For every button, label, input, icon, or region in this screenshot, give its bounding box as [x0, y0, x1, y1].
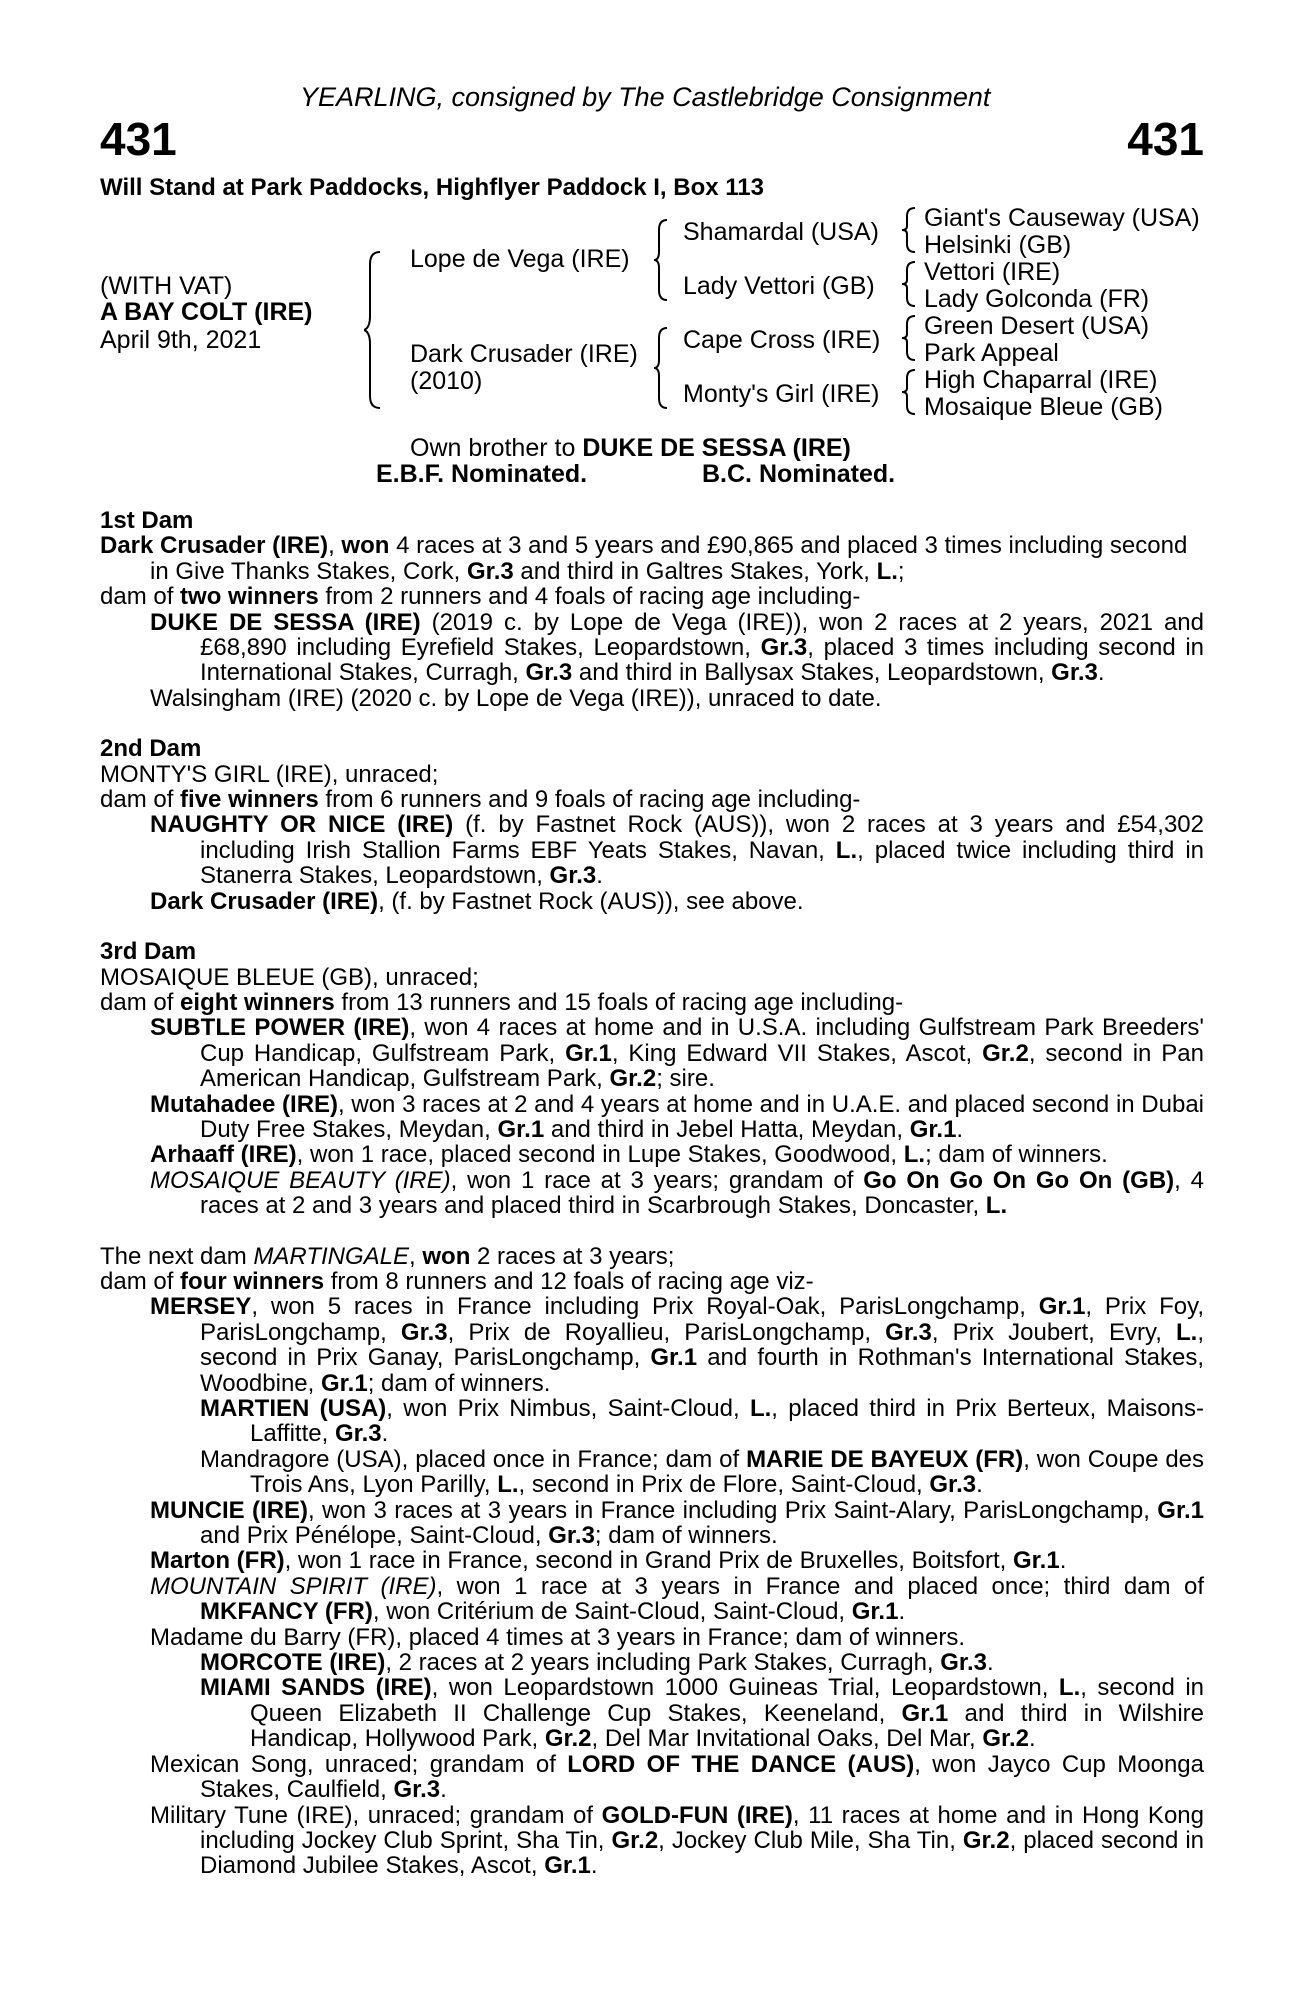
lot-number-left: 431 [100, 113, 177, 165]
next-dam-record: The next dam MARTINGALE, won 2 races at 3 years; [100, 1242, 675, 1270]
next-dam-produce-summary: dam of four winners from 8 runners and 12 foals of racing age viz- [100, 1267, 814, 1295]
produce-mutahadee: Mutahadee (IRE), won 3 races at 2 and 4 years at home and in U.A.E. and placed second in Dubai Duty Free Stakes, Meydan, Gr.1 and third in Jebel Hatta, Meydan, Gr.1. [150, 1090, 1204, 1143]
produce-mandragore: Mandragore (USA), placed once in France; dam of MARIE DE BAYEUX (FR), won Coupe des Trois Ans, Lyon Parilly, L., second in Prix de Flore, Saint-Cloud, Gr.3. [200, 1445, 1205, 1499]
sire-name: Lope de Vega (IRE) [410, 245, 630, 273]
dam-sire-dam: Park Appeal [924, 339, 1059, 367]
dam-name: Dark Crusader (IRE) [410, 340, 638, 368]
sire-sire-dam: Helsinki (GB) [924, 231, 1072, 259]
first-dam-heading: 1st Dam [100, 507, 194, 534]
pedigree-brace-ss [902, 206, 918, 254]
produce-dark-crusader: Dark Crusader (IRE), (f. by Fastnet Rock (AUS)), see above. [150, 887, 804, 915]
produce-naughty-or-nice: NAUGHTY OR NICE (IRE) (f. by Fastnet Rock (AUS)), won 2 races at 3 years and £54,302 including Irish Stallion Farms EBF Yeats Stakes, Navan, L., placed twice including third in Stanerra Stakes, Leopardstown, Gr.3. [150, 811, 1204, 890]
sire-sire-sire: Giant's Causeway (USA) [924, 204, 1200, 232]
pedigree-brace-main [364, 250, 384, 410]
second-dam-produce-summary: dam of five winners from 6 runners and 9 foals of racing age including- [100, 786, 861, 814]
horse-name: A BAY COLT (IRE) [100, 298, 313, 326]
produce-arhaaff: Arhaaff (IRE), won 1 race, placed second in Lupe Stakes, Goodwood, L.; dam of winners. [150, 1141, 1108, 1169]
dam-dam-dam: Mosaique Bleue (GB) [924, 393, 1164, 421]
dam-dam-sire: High Chaparral (IRE) [924, 366, 1158, 394]
produce-mersey: MERSEY, won 5 races in France including Prix Royal-Oak, ParisLongchamp, Gr.1, Prix Foy, ParisLongchamp, Gr.3, Prix de Royallieu, ParisLongchamp, Gr.3, Prix Joubert, Evry, L., second in Prix Ganay, ParisLongchamp, Gr.1 and fourth in Rothman's International Stakes, Woodbine, Gr.1; dam of winners. [150, 1293, 1204, 1397]
dam-sire-sire: Green Desert (USA) [924, 312, 1150, 340]
produce-muncie: MUNCIE (IRE), won 3 races at 3 years in France including Prix Saint-Alary, ParisLongchamp, Gr.1 and Prix Pénélope, Saint-Cloud, Gr.3; dam of winners. [150, 1496, 1204, 1550]
sire-dam-sire: Vettori (IRE) [924, 258, 1061, 286]
third-dam-record: MOSAIQUE BLEUE (GB), unraced; [100, 963, 479, 991]
stand-location: Will Stand at Park Paddocks, Highflyer Paddock I, Box 113 [100, 174, 764, 201]
sire-dam: Lady Vettori (GB) [683, 272, 875, 300]
vat-note: (WITH VAT) [100, 272, 233, 300]
dam-dam: Monty's Girl (IRE) [683, 380, 880, 408]
second-dam-record: MONTY'S GIRL (IRE), unraced; [100, 760, 439, 788]
produce-military-tune: Military Tune (IRE), unraced; grandam of GOLD-FUN (IRE), 11 races at home and in Hong Kong including Jockey Club Sprint, Sha Tin, Gr.2, Jockey Club Mile, Sha Tin, Gr.2, placed second in Diamond Jubilee Stakes, Ascot, Gr.1. [150, 1801, 1204, 1880]
horse-dob: April 9th, 2021 [100, 326, 262, 354]
first-dam-produce-summary: dam of two winners from 2 runners and 4 foals of racing age including- [100, 583, 861, 611]
own-brother-note: Own brother to DUKE DE SESSA (IRE) [410, 434, 851, 462]
produce-martien: MARTIEN (USA), won Prix Nimbus, Saint-Cloud, L., placed third in Prix Berteux, Maisons-Laffitte, Gr.3. [200, 1395, 1204, 1448]
third-dam-heading: 3rd Dam [100, 938, 197, 966]
produce-mosaique-beauty: MOSAIQUE BEAUTY (IRE), won 1 race at 3 years; grandam of Go On Go On Go On (GB), 4 races at 2 and 3 years and placed third in Scarbrough Stakes, Doncaster, L. [150, 1166, 1204, 1220]
ebf-nominated: E.B.F. Nominated. [376, 460, 588, 488]
dam-year: (2010) [410, 367, 483, 395]
first-dam-record: Dark Crusader (IRE), won 4 races at 3 and 5 years and £90,865 and placed 3 times including second in Give Thanks Stakes, Cork, Gr.3 and third in Galtres Stakes, York, L.; [100, 532, 1188, 585]
pedigree-brace-dam [654, 326, 670, 410]
produce-madame-du-barry: Madame du Barry (FR), placed 4 times at 3 years in France; dam of winners. [150, 1623, 965, 1651]
produce-morcote: MORCOTE (IRE), 2 races at 2 years including Park Stakes, Curragh, Gr.3. [200, 1649, 994, 1677]
pedigree-brace-sd [902, 260, 918, 308]
pedigree-brace-dd [902, 368, 918, 416]
produce-miami-sands: MIAMI SANDS (IRE), won Leopardstown 1000 Guineas Trial, Leopardstown, L., second in Queen Elizabeth II Challenge Cup Stakes, Keeneland, Gr.1 and third in Wilshire Handicap, Hollywood Park, Gr.2, Del Mar Invitational Oaks, Del Mar, Gr.2. [200, 1674, 1205, 1753]
produce-walsingham: Walsingham (IRE) (2020 c. by Lope de Vega (IRE)), unraced to date. [150, 684, 882, 712]
produce-mountain-spirit: MOUNTAIN SPIRIT (IRE), won 1 race at 3 years in France and placed once; third dam of MKFANCY (FR), won Critérium de Saint-Cloud, Saint-Cloud, Gr.1. [150, 1572, 1205, 1626]
consignment-subtitle: YEARLING, consigned by The Castlebridge Consignment [300, 82, 991, 112]
produce-subtle-power: SUBTLE POWER (IRE), won 4 races at home and in U.S.A. including Gulfstream Park Breeders' Cup Handicap, Gulfstream Park, Gr.1, King Edward VII Stakes, Ascot, Gr.2, second in Pan American Handicap, Gulfstream Park, Gr.2; sire. [150, 1014, 1205, 1093]
pedigree-brace-ds [902, 314, 918, 362]
bc-nominated: B.C. Nominated. [702, 460, 896, 488]
produce-mexican-song: Mexican Song, unraced; grandam of LORD OF THE DANCE (AUS), won Jayco Cup Moonga Stakes, Caulfield, Gr.3. [150, 1750, 1205, 1804]
sire-dam-dam: Lady Golconda (FR) [924, 285, 1150, 313]
pedigree-brace-sire [654, 218, 670, 302]
produce-marton: Marton (FR), won 1 race in France, second in Grand Prix de Bruxelles, Boitsfort, Gr.1. [150, 1547, 1067, 1575]
lot-number-right: 431 [1127, 113, 1204, 165]
dam-sire: Cape Cross (IRE) [683, 326, 881, 354]
second-dam-heading: 2nd Dam [100, 735, 202, 763]
produce-duke-de-sessa: DUKE DE SESSA (IRE) (2019 c. by Lope de Vega (IRE)), won 2 races at 2 years, 2021 and £68,890 including Eyrefield Stakes, Leopardstown, Gr.3, placed 3 times including second in International Stakes, Curragh, Gr.3 and third in Ballysax Stakes, Leopardstown, Gr.3. [150, 608, 1205, 687]
third-dam-produce-summary: dam of eight winners from 13 runners and 15 foals of racing age including- [100, 988, 904, 1016]
produce-record [100, 508, 1204, 1879]
sire-sire: Shamardal (USA) [683, 218, 879, 246]
